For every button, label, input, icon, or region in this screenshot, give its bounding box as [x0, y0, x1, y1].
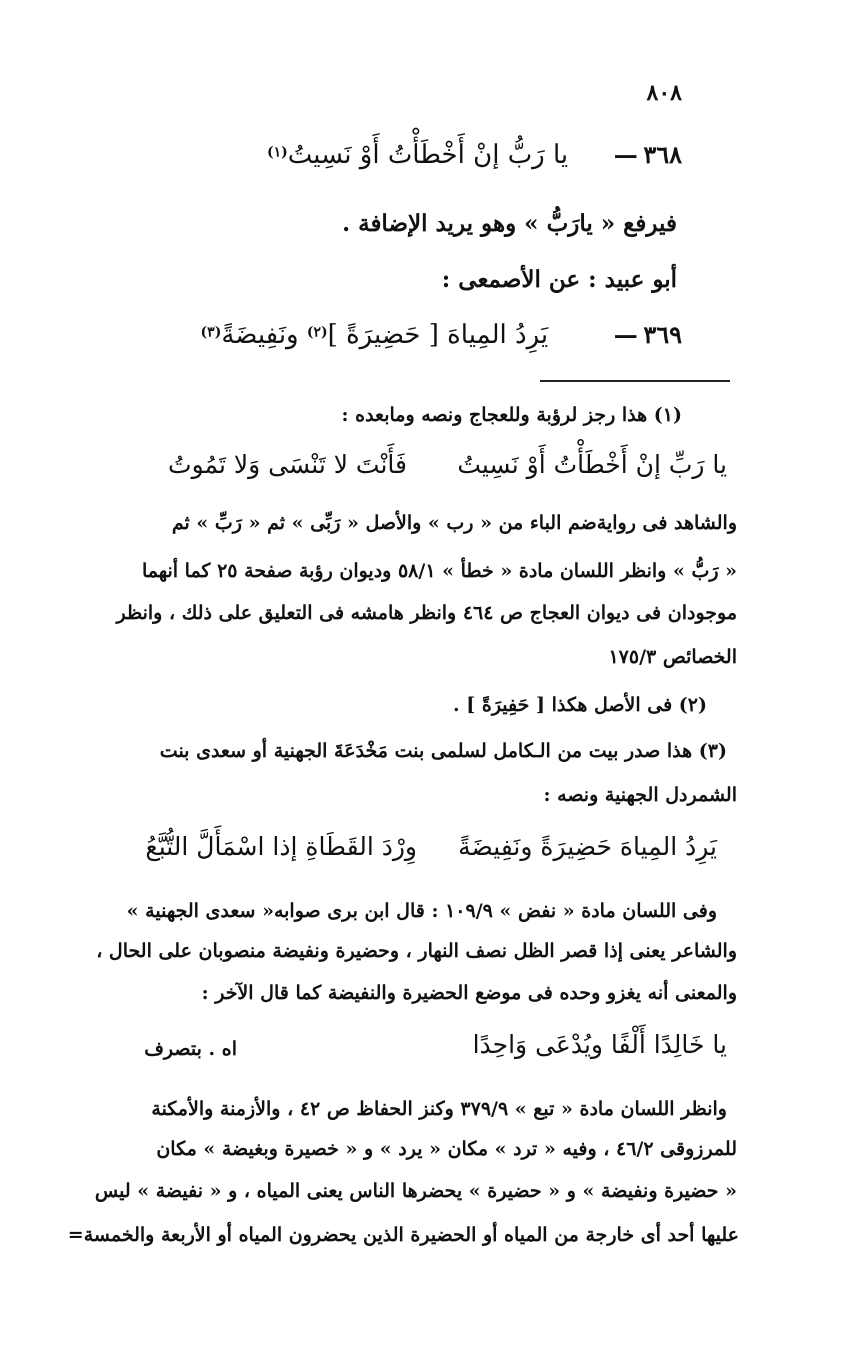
verse-369 [201, 322, 682, 348]
commentary-line: فيرفع « يارَبُّ » وهو يريد الإضافة . [342, 210, 677, 237]
footnote-2: (٢) فى الأصل هكذا [ حَفِيرَةً ] . [453, 694, 707, 716]
footnote-1-intro: (١) هذا رجز لرؤبة وللعجاج ونصه ومابعده : [341, 404, 682, 426]
continuation-mark: = [67, 1224, 84, 1246]
footnote-3-verse2-b: اه . بتصرف [144, 1038, 237, 1060]
footnote-3-line-1: (٣) هذا صدر بيت من الـكامل لسلمى بنت مَخْدَعَةَ الجهنية أو سعدى بنت [159, 740, 727, 762]
footnote-1-verse-a: يا رَبِّ إنْ أَخْطَأْتُ أَوْ نَسِيتُ [457, 450, 727, 479]
verse-number: ٣٦٨ [643, 140, 682, 169]
verse-text: يا رَبُّ إنْ أَخْطَأْتُ أَوْ نَسِيتُ [287, 140, 569, 170]
page-number: ٨٠٨ [646, 80, 682, 106]
footnote-3-line-9 [68, 1226, 739, 1245]
footnote-ref: (٣) [200, 324, 222, 341]
footnote-3-line-7: للمرزوقى ٤٦/٢ ، وفيه « ترد » مكان « يرد » و « خصيرة وبغيضة » مكان [156, 1138, 737, 1160]
verse-text-b: ونَفِيضَةً [221, 320, 307, 350]
footnote-1-verse-b: فَأَنْتَ لا تَنْسَى وَلا تَمُوتُ [168, 450, 407, 479]
footnote-3-verse2-a: يا خَالِدًا أَلْفًا ويُدْعَى وَاحِدًا [472, 1030, 727, 1059]
footnote-1-line-3: موجودان فى ديوان العجاج ص ٤٦٤ وانظر هامشه فى التعليق على ذلك ، وانظر [116, 602, 737, 624]
verse-368 [267, 142, 682, 168]
verse-number: ٣٦٩ [643, 320, 682, 349]
verse-dash: — [613, 320, 638, 349]
footnote-ref: (١) [266, 144, 288, 161]
source-line: أبو عبيد : عن الأصمعى : [441, 266, 677, 293]
footnote-3-verse-a: يَرِدُ المِياهَ حَضِيرَةً ونَفِيضَةً [458, 832, 717, 861]
verse-text: يَرِدُ المِياهَ [ حَضِيرَةً ] [327, 320, 549, 350]
footnote-3-line-9-text: عليها أحد أى خارجة من المياه أو الحضيرة الذين يحضرون المياه أو الأربعة والخمسة [83, 1224, 739, 1246]
footnote-1-line-2: « رَبُّ » وانظر اللسان مادة « خطأ » ٥٨/١ وديوان رؤبة صفحة ٢٥ كما أنهما [141, 560, 737, 582]
footnote-3-verse-b: وِرْدَ القَطَاةِ إذا اسْمَأَلَّ التُّبَّعُ [145, 832, 417, 861]
footnote-3-line-6: وانظر اللسان مادة « تبع » ٣٧٩/٩ وكنز الحفاظ ص ٤٢ ، والأزمنة والأمكنة [151, 1098, 727, 1120]
footnote-ref: (٢) [306, 324, 328, 341]
verse-dash: — [613, 140, 638, 169]
footnote-3-line-2: الشمردل الجهنية ونصه : [543, 784, 737, 806]
footnote-1-line-4: الخصائص ١٧٥/٣ [608, 646, 737, 668]
footnote-3-line-5: والمعنى أنه يغزو وحده فى موضع الحضيرة والنفيضة كما قال الآخر : [201, 982, 737, 1004]
footnote-3-line-8: « حضيرة ونفيضة » و « حضيرة » يحضرها الناس يعنى المياه ، و « نفيضة » ليس [94, 1180, 737, 1202]
footnote-3-line-4: والشاعر يعنى إذا قصر الظل نصف النهار ، وحضيرة ونفيضة منصوبان على الحال ، [96, 940, 737, 962]
footnote-1-line-1: والشاهد فى روايةضم الباء من « رب » والأصل « رَبِّى » ثم « رَبِّ » ثم [171, 512, 737, 534]
footnote-3-line-3: وفى اللسان مادة « نفض » ١٠٩/٩ : قال ابن برى صوابه« سعدى الجهنية » [126, 900, 717, 922]
footnote-divider [540, 380, 730, 382]
